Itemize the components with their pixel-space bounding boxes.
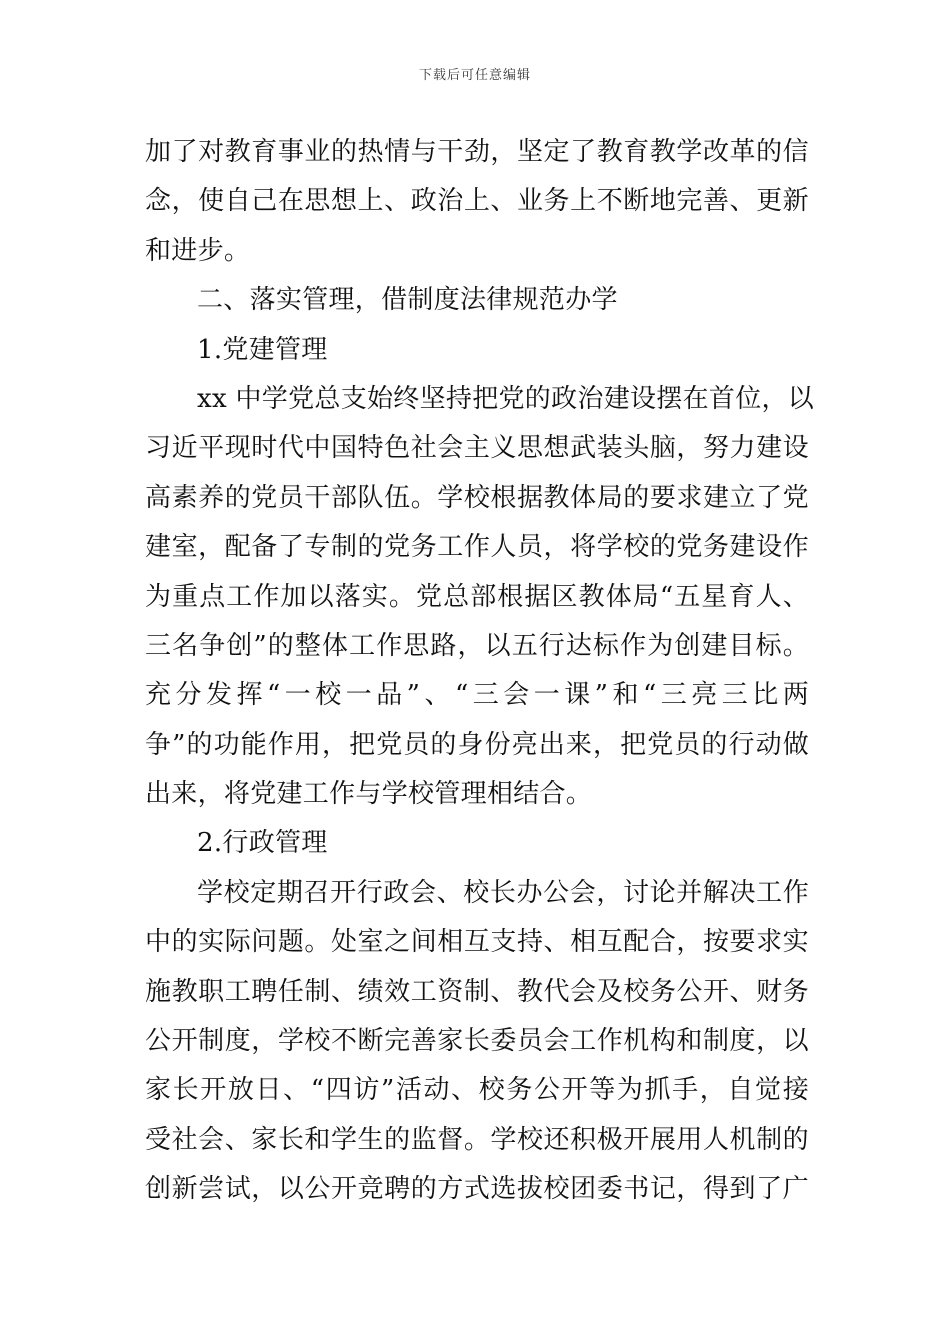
page-header-note: 下载后可任意编辑 <box>418 68 531 83</box>
subsection-heading: 2.行政管理 <box>197 828 328 859</box>
subsection-heading: 1.党建管理 <box>197 334 328 365</box>
text-line: 出来，将党建工作与学校管理相结合。 <box>145 779 593 810</box>
text-line: 习近平现时代中国特色社会主义思想武装头脑，努力建设 <box>145 433 809 464</box>
text-line: 三名争创”的整体工作思路，以五行达标作为创建目标。 <box>145 630 809 661</box>
text-line: 学校定期召开行政会、校长办公会，讨论并解决工作 <box>197 877 809 908</box>
section-heading: 二、落实管理，借制度法律规范办学 <box>197 285 618 316</box>
text-line: 施教职工聘任制、绩效工资制、教代会及校务公开、财务 <box>145 976 809 1007</box>
text-line: 中的实际问题。处室之间相互支持、相互配合，按要求实 <box>145 927 809 958</box>
text-line: xx 中学党总支始终坚持把党的政治建设摆在首位，以 <box>197 383 815 414</box>
text-line: 为重点工作加以落实。党总部根据区教体局“五星育人、 <box>145 581 809 612</box>
text-line: 建室，配备了专制的党务工作人员，将学校的党务建设作 <box>145 532 809 563</box>
text-line: 高素养的党员干部队伍。学校根据教体局的要求建立了党 <box>145 482 809 513</box>
text-line: 创新尝试，以公开竞聘的方式选拔校团委书记，得到了广 <box>145 1174 809 1205</box>
text-line: 念，使自己在思想上、政治上、业务上不断地完善、更新 <box>145 186 809 217</box>
text-line: 和进步。 <box>145 235 251 266</box>
text-line: 加了对教育事业的热情与干劲，坚定了教育教学改革的信 <box>145 137 809 167</box>
text-line: 公开制度，学校不断完善家长委员会工作机构和制度，以 <box>145 1026 809 1057</box>
text-line: 充分发挥“一校一品”、“三会一课”和“三亮三比两 <box>145 680 809 711</box>
text-line: 受社会、家长和学生的监督。学校还积极开展用人机制的 <box>145 1124 809 1155</box>
text-line: 家长开放日、“四访”活动、校务公开等为抓手，自觉接 <box>145 1075 809 1106</box>
document-body <box>145 128 815 1215</box>
text-line: 争”的功能作用，把党员的身份亮出来，把党员的行动做 <box>145 729 809 760</box>
